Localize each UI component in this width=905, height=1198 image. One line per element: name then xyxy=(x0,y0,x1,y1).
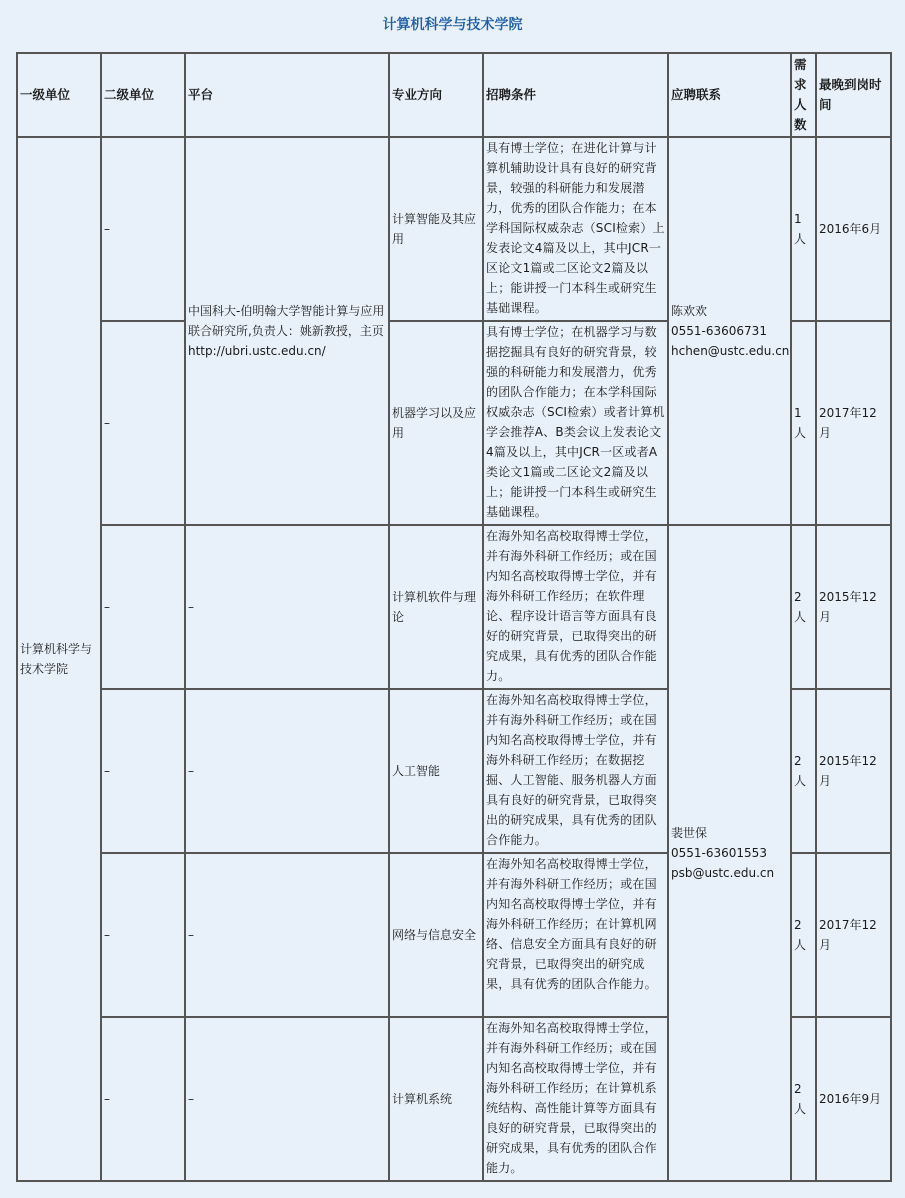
header-row xyxy=(17,53,891,137)
header-contact: 应聘联系 xyxy=(668,53,791,137)
major-cell: 机器学习以及应用 xyxy=(389,321,483,525)
count-cell: 1人 xyxy=(791,321,816,525)
platform-cell: – xyxy=(185,689,389,853)
count-cell: 2人 xyxy=(791,525,816,689)
contact-email: psb@ustc.edu.cn xyxy=(671,866,775,880)
contact-email: hchen@ustc.edu.cn xyxy=(671,344,790,358)
deadline-cell: 2017年12月 xyxy=(816,321,891,525)
level2-unit-cell: – xyxy=(101,1017,185,1181)
table-row xyxy=(17,525,891,689)
deadline-cell: 2017年12月 xyxy=(816,853,891,1017)
page-title: 计算机科学与技术学院 xyxy=(382,17,523,33)
conditions-cell: 在海外知名高校取得博士学位，并有海外科研工作经历；或在国内知名高校取得博士学位，并有海外科研工作经历；在数据挖掘、人工智能、服务机器人方面具有良好的研究背景，已取得突出的研究成果，具有优秀的团队合作能力。 xyxy=(483,689,668,853)
conditions-cell: 具有博士学位；在进化计算与计算机辅助设计具有良好的研究背景，较强的科研能力和发展潜力，优秀的团队合作能力；在本学科国际权威杂志（SCI检索）上发表论文4篇及以上，其中JCR一区论文1篇或二区论文2篇及以上；能讲授一门本科生或研究生基础课程。 xyxy=(483,137,668,321)
major-cell: 计算机软件与理论 xyxy=(389,525,483,689)
conditions-cell: 在海外知名高校取得博士学位，并有海外科研工作经历；或在国内知名高校取得博士学位，并有海外科研工作经历；在计算机网络、信息安全方面具有良好的研究背景，已取得突出的研究成果，具有优秀的团队合作能力。 xyxy=(483,853,668,1017)
deadline-cell: 2015年12月 xyxy=(816,525,891,689)
count-cell: 2人 xyxy=(791,1017,816,1181)
contact-phone: 0551-63606731 xyxy=(671,324,767,338)
contact-cell xyxy=(668,525,791,1181)
contact-cell xyxy=(668,137,791,525)
count-cell: 2人 xyxy=(791,853,816,1017)
major-cell: 计算机系统 xyxy=(389,1017,483,1181)
major-cell: 计算智能及其应用 xyxy=(389,137,483,321)
header-level1: 一级单位 xyxy=(17,53,101,137)
platform-cell: – xyxy=(185,1017,389,1181)
level2-unit-cell: – xyxy=(101,525,185,689)
platform-cell: 中国科大-伯明翰大学智能计算与应用联合研究所,负责人：姚新教授，主页http://ubri.ustc.edu.cn/ xyxy=(185,137,389,525)
recruitment-table xyxy=(16,52,892,1182)
conditions-cell: 具有博士学位；在机器学习与数据挖掘具有良好的研究背景，较强的科研能力和发展潜力，优秀的团队合作能力；在本学科国际权威杂志（SCI检索）或者计算机学会推荐A、B类会议上发表论文4篇及以上，其中JCR一区或者A类论文1篇或二区论文2篇及以上；能讲授一门本科生或研究生基础课程。 xyxy=(483,321,668,525)
major-cell: 网络与信息安全 xyxy=(389,853,483,1017)
deadline-cell: 2016年6月 xyxy=(816,137,891,321)
level2-unit-cell: – xyxy=(101,137,185,321)
header-count: 需求人数 xyxy=(791,53,816,137)
conditions-cell: 在海外知名高校取得博士学位，并有海外科研工作经历；或在国内知名高校取得博士学位，并有海外科研工作经历；在计算机系统结构、高性能计算等方面具有良好的研究背景，已取得突出的研究成果，具有优秀的团队合作能力。 xyxy=(483,1017,668,1181)
header-major: 专业方向 xyxy=(389,53,483,137)
table-row xyxy=(17,137,891,321)
deadline-cell: 2015年12月 xyxy=(816,689,891,853)
contact-name: 陈欢欢 xyxy=(671,304,708,318)
header-conditions: 招聘条件 xyxy=(483,53,668,137)
platform-cell: – xyxy=(185,853,389,1017)
count-cell: 2人 xyxy=(791,689,816,853)
conditions-cell: 在海外知名高校取得博士学位，并有海外科研工作经历；或在国内知名高校取得博士学位，并有海外科研工作经历；在软件理论、程序设计语言等方面具有良好的研究背景，已取得突出的研究成果，具有优秀的团队合作能力。 xyxy=(483,525,668,689)
header-platform: 平台 xyxy=(185,53,389,137)
level2-unit-cell: – xyxy=(101,853,185,1017)
header-deadline: 最晚到岗时间 xyxy=(816,53,891,137)
level2-unit-cell: – xyxy=(101,689,185,853)
level2-unit-cell: – xyxy=(101,321,185,525)
header-level2: 二级单位 xyxy=(101,53,185,137)
level1-unit-cell: 计算机科学与技术学院 xyxy=(17,137,101,1181)
count-cell: 1人 xyxy=(791,137,816,321)
contact-name: 裴世保 xyxy=(671,826,708,840)
platform-cell: – xyxy=(185,525,389,689)
deadline-cell: 2016年9月 xyxy=(816,1017,891,1181)
contact-phone: 0551-63601553 xyxy=(671,846,767,860)
major-cell: 人工智能 xyxy=(389,689,483,853)
